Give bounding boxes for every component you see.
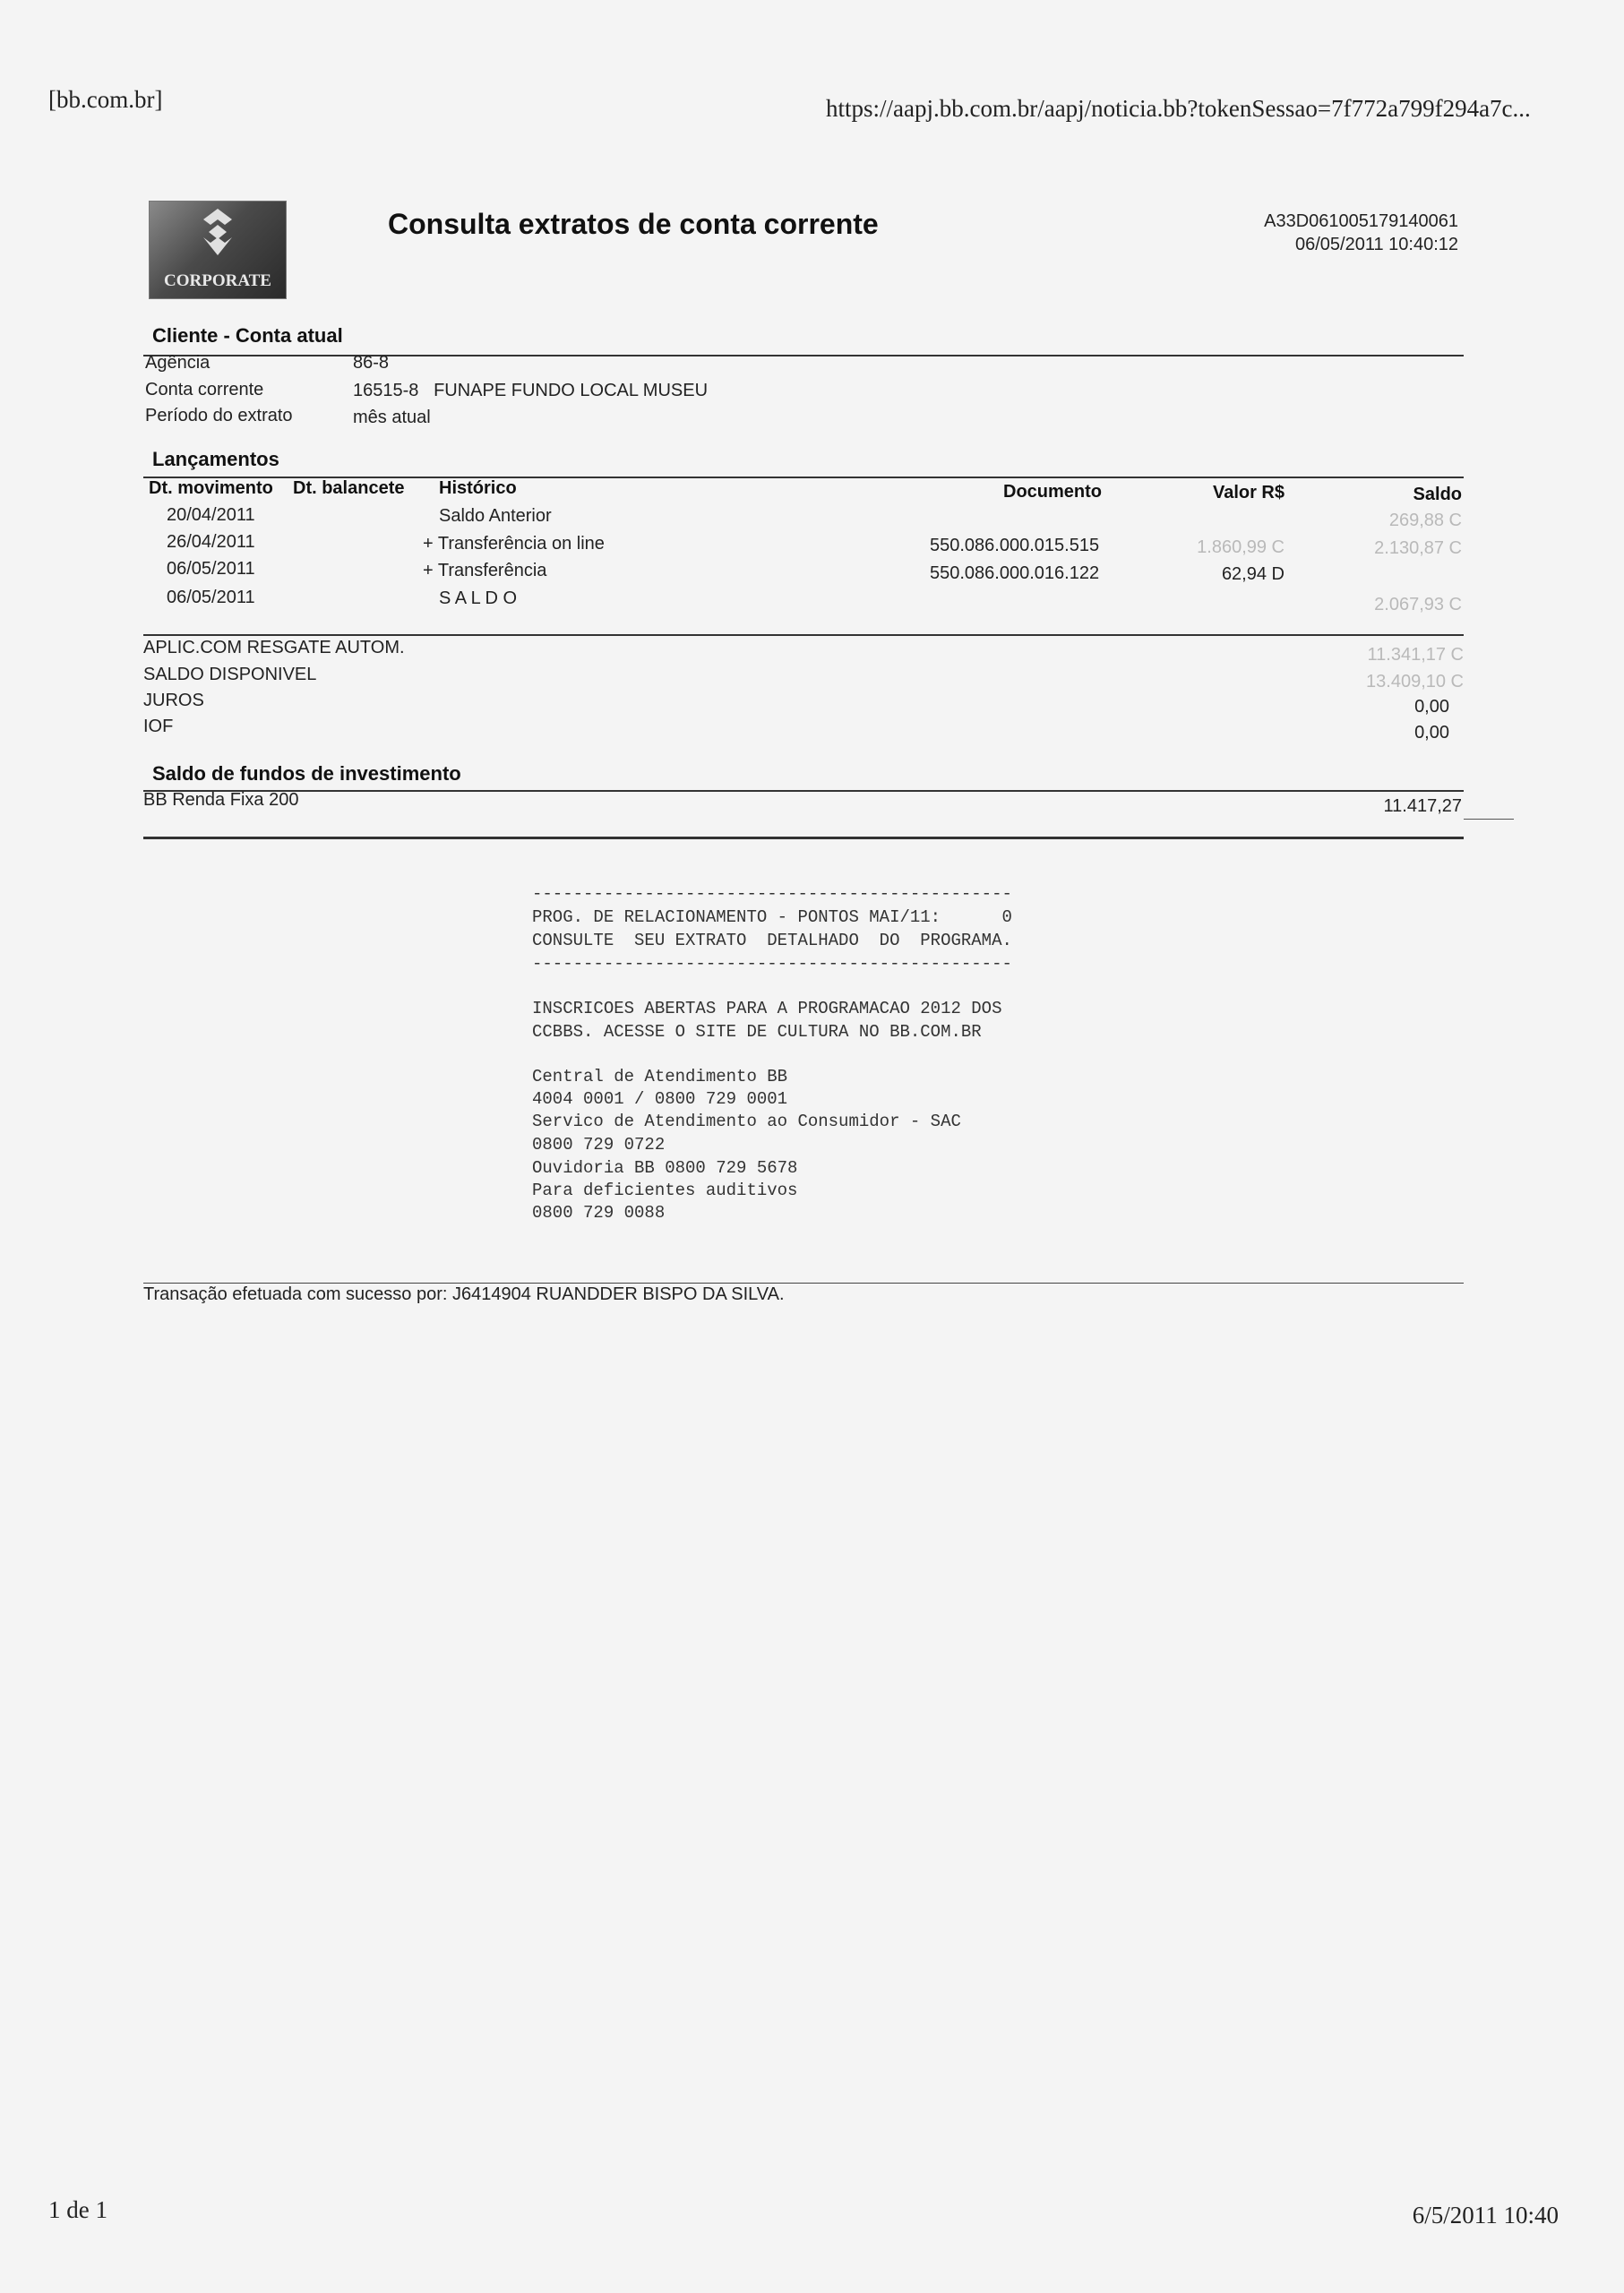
table-row-dt-movimento: 26/04/2011 xyxy=(167,532,255,552)
col-documento: Documento xyxy=(1003,482,1102,502)
table-row-documento: 550.086.000.016.122 xyxy=(930,563,1100,583)
divider xyxy=(143,790,1464,792)
logo-label: CORPORATE xyxy=(164,271,271,290)
summary-value: 0,00 xyxy=(1414,697,1449,717)
table-row-dt-movimento: 06/05/2011 xyxy=(167,588,255,607)
message-line: CCBBS. ACESSE O SITE DE CULTURA NO BB.COM.BR xyxy=(532,1022,982,1042)
table-row-saldo: 2.130,87 C xyxy=(1374,538,1462,558)
table-row-dt-movimento: 20/04/2011 xyxy=(167,505,255,525)
message-line: CONSULTE SEU EXTRATO DETALHADO DO PROGRAMA. xyxy=(532,931,1012,950)
fund-value: 11.417,27 xyxy=(1383,796,1462,816)
summary-value: 0,00 xyxy=(1414,723,1449,743)
summary-label: APLIC.COM RESGATE AUTOM. xyxy=(143,638,405,657)
table-row-valor: 1.860,99 C xyxy=(1197,537,1285,557)
divider xyxy=(143,634,1464,636)
transaction-datetime: 06/05/2011 10:40:12 xyxy=(1294,235,1458,254)
table-row-historico: + Transferência on line xyxy=(423,534,605,554)
table-row-historico: S A L D O xyxy=(439,588,518,608)
fund-name: BB Renda Fixa 200 xyxy=(143,790,299,810)
summary-label: IOF xyxy=(143,717,174,736)
table-row-historico: Saldo Anterior xyxy=(439,506,552,526)
transaction-code: A33D061005179140061 xyxy=(1264,211,1458,231)
message-line: 0800 729 0722 xyxy=(532,1135,666,1155)
message-line: Servico de Atendimento ao Consumidor - SAC xyxy=(532,1112,961,1131)
table-row-documento: 550.086.000.015.515 xyxy=(930,536,1100,555)
col-saldo: Saldo xyxy=(1413,485,1462,504)
print-header-site: [bb.com.br] xyxy=(48,86,163,113)
value-agencia: 86-8 xyxy=(353,353,390,373)
message-line: Para deficientes auditivos xyxy=(532,1181,798,1200)
summary-value: 13.409,10 C xyxy=(1366,672,1464,691)
message-line: 4004 0001 / 0800 729 0001 xyxy=(532,1089,788,1109)
divider xyxy=(143,837,1464,839)
bank-logo xyxy=(149,201,287,299)
label-periodo-extrato: Período do extrato xyxy=(145,406,293,425)
message-line: Central de Atendimento BB xyxy=(532,1067,788,1086)
table-row-saldo: 269,88 C xyxy=(1388,511,1462,530)
message-dashes: ----------------------------------------------- xyxy=(532,884,1012,904)
col-dt-balancete: Dt. balancete xyxy=(293,478,405,498)
summary-value: 11.341,17 C xyxy=(1367,645,1464,665)
value-conta-corrente: 16515-8 FUNAPE FUNDO LOCAL MUSEU xyxy=(353,381,709,400)
section-title-lancamentos: Lançamentos xyxy=(152,448,279,470)
summary-label: JUROS xyxy=(143,691,204,710)
divider xyxy=(143,1283,1464,1284)
table-row-valor: 62,94 D xyxy=(1221,564,1285,584)
print-footer-datetime: 6/5/2011 10:40 xyxy=(1412,2202,1559,2229)
message-line: Ouvidoria BB 0800 729 5678 xyxy=(532,1158,798,1178)
message-line: 0800 729 0088 xyxy=(532,1203,666,1223)
divider xyxy=(143,355,1464,356)
section-title-fundos: Saldo de fundos de investimento xyxy=(152,762,461,785)
transaction-status: Transação efetuada com sucesso por: J6414904 RUANDDER BISPO DA SILVA. xyxy=(143,1284,785,1304)
banco-do-brasil-logo-icon xyxy=(191,207,245,259)
value-periodo-extrato: mês atual xyxy=(353,408,431,427)
message-dashes: ----------------------------------------------- xyxy=(532,954,1012,974)
col-valor: Valor R$ xyxy=(1212,483,1285,502)
col-historico: Histórico xyxy=(439,478,517,498)
summary-label: SALDO DISPONIVEL xyxy=(143,665,317,684)
label-conta-corrente: Conta corrente xyxy=(145,380,264,399)
label-agencia: Agência xyxy=(145,353,211,373)
col-dt-movimento: Dt. movimento xyxy=(149,478,273,498)
print-header-url[interactable]: https://aapj.bb.com.br/aapj/noticia.bb?tokenSessao=7f772a799f294a7c... xyxy=(826,95,1531,122)
table-row-saldo: 2.067,93 C xyxy=(1374,595,1462,614)
section-title-cliente: Cliente - Conta atual xyxy=(152,324,343,347)
message-line: INSCRICOES ABERTAS PARA A PROGRAMACAO 2012 DOS xyxy=(532,999,1002,1018)
table-row-dt-movimento: 06/05/2011 xyxy=(167,559,255,579)
message-line: PROG. DE RELACIONAMENTO - PONTOS MAI/11: 0 xyxy=(532,907,1012,927)
table-row-historico: + Transferência xyxy=(423,561,547,580)
print-footer-page: 1 de 1 xyxy=(48,2196,107,2223)
page-title: Consulta extratos de conta corrente xyxy=(388,208,879,240)
divider xyxy=(1464,819,1514,820)
